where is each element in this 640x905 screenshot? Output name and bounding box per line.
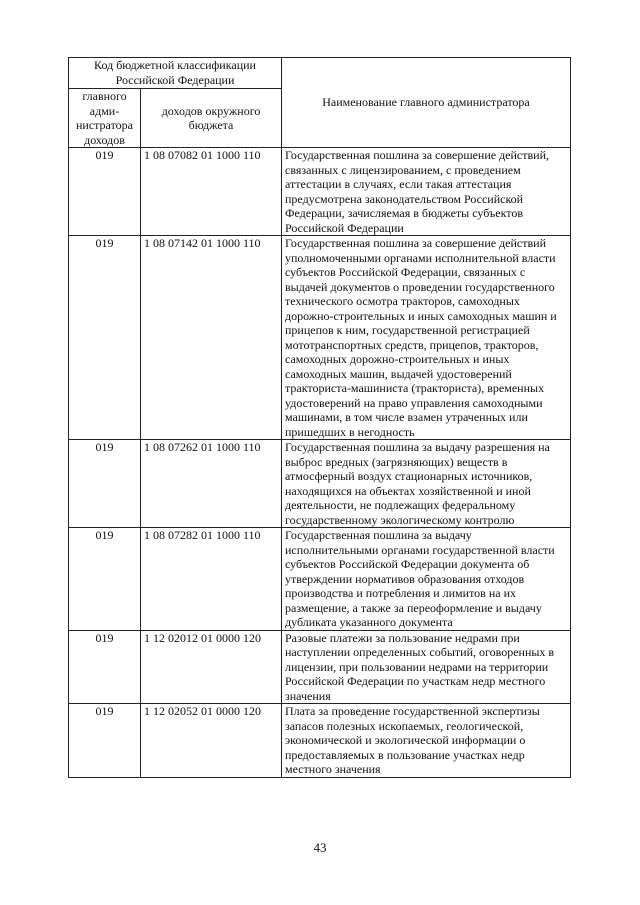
revenue-code-cell: 1 08 07282 01 1000 110 — [141, 528, 282, 631]
revenue-code-cell: 1 08 07082 01 1000 110 — [141, 148, 282, 236]
revenue-code-cell: 1 08 07142 01 1000 110 — [141, 236, 282, 440]
page-number: 43 — [313, 840, 327, 855]
admin-name-cell: Государственная пошлина за выдачу разрешения на выброс вредных (загрязняющих) веществ в атмосферный воздух стационарных источников, находящихся на объектах хозяйственной и иной деятельности, не подлежащих федеральному государственному экологическому контролю — [282, 440, 571, 528]
table-row — [69, 528, 571, 631]
revenue-code-cell: 1 12 02052 01 0000 120 — [141, 704, 282, 778]
admin-name-cell: Разовые платежи за пользование недрами при наступлении определенных событий, оговоренных в лицензии, при пользовании недрами на территории Российской Федерации по участкам недр местного значения — [282, 630, 571, 704]
admin-name-header: Наименование главного администратора — [282, 58, 571, 148]
admin-code-cell: 019 — [69, 528, 141, 631]
classification-header: Код бюджетной классификации Российской Федерации — [69, 58, 282, 89]
table-row — [69, 148, 571, 236]
table-row — [69, 236, 571, 440]
header-row-top — [69, 58, 571, 89]
admin-code-cell: 019 — [69, 704, 141, 778]
admin-code-cell: 019 — [69, 630, 141, 704]
table-row — [69, 630, 571, 704]
table-row — [69, 704, 571, 778]
revenue-code-cell: 1 12 02012 01 0000 120 — [141, 630, 282, 704]
admin-name-cell: Государственная пошлина за совершение действий уполномоченными органами исполнительной власти субъектов Российской Федерации, связанных с выдачей документов о проведении государственного технического осмотра тракторов, самоходных дорожно-строительных и иных самоходных машин и прицепов к ним, государственной регистрацией мототранспортных средств, прицепов, тракторов, самоходных дорожно-строительных и иных самоходных машин, выдачей удостоверений тракториста-машиниста (тракториста), временных удостоверений на право управления самоходными машинами, в том числе взамен утраченных или пришедших в негодность — [282, 236, 571, 440]
revenue-code-header: доходов окружного бюджета — [141, 89, 282, 148]
admin-name-cell: Плата за проведение государственной экспертизы запасов полезных ископаемых, геологической, экономической и экологической информации о предоставляемых в пользование участках недр местного значения — [282, 704, 571, 778]
budget-classification-table — [68, 57, 571, 778]
revenue-code-cell: 1 08 07262 01 1000 110 — [141, 440, 282, 528]
admin-name-cell: Государственная пошлина за выдачу исполнительными органами государственной власти субъектов Российской Федерации документа об утверждении нормативов образования отходов производства и потребления и лимитов на их размещение, а также за переоформление и выдачу дубликата указанного документа — [282, 528, 571, 631]
admin-code-header: главного адми-нистратора доходов — [69, 89, 141, 148]
admin-code-cell: 019 — [69, 148, 141, 236]
admin-name-cell: Государственная пошлина за совершение действий, связанных с лицензированием, с проведением аттестации в случаях, если такая аттестация предусмотрена законодательством Российской Федерации, зачисляемая в бюджеты субъектов Российской Федерации — [282, 148, 571, 236]
admin-code-cell: 019 — [69, 236, 141, 440]
admin-code-cell: 019 — [69, 440, 141, 528]
table-row — [69, 440, 571, 528]
